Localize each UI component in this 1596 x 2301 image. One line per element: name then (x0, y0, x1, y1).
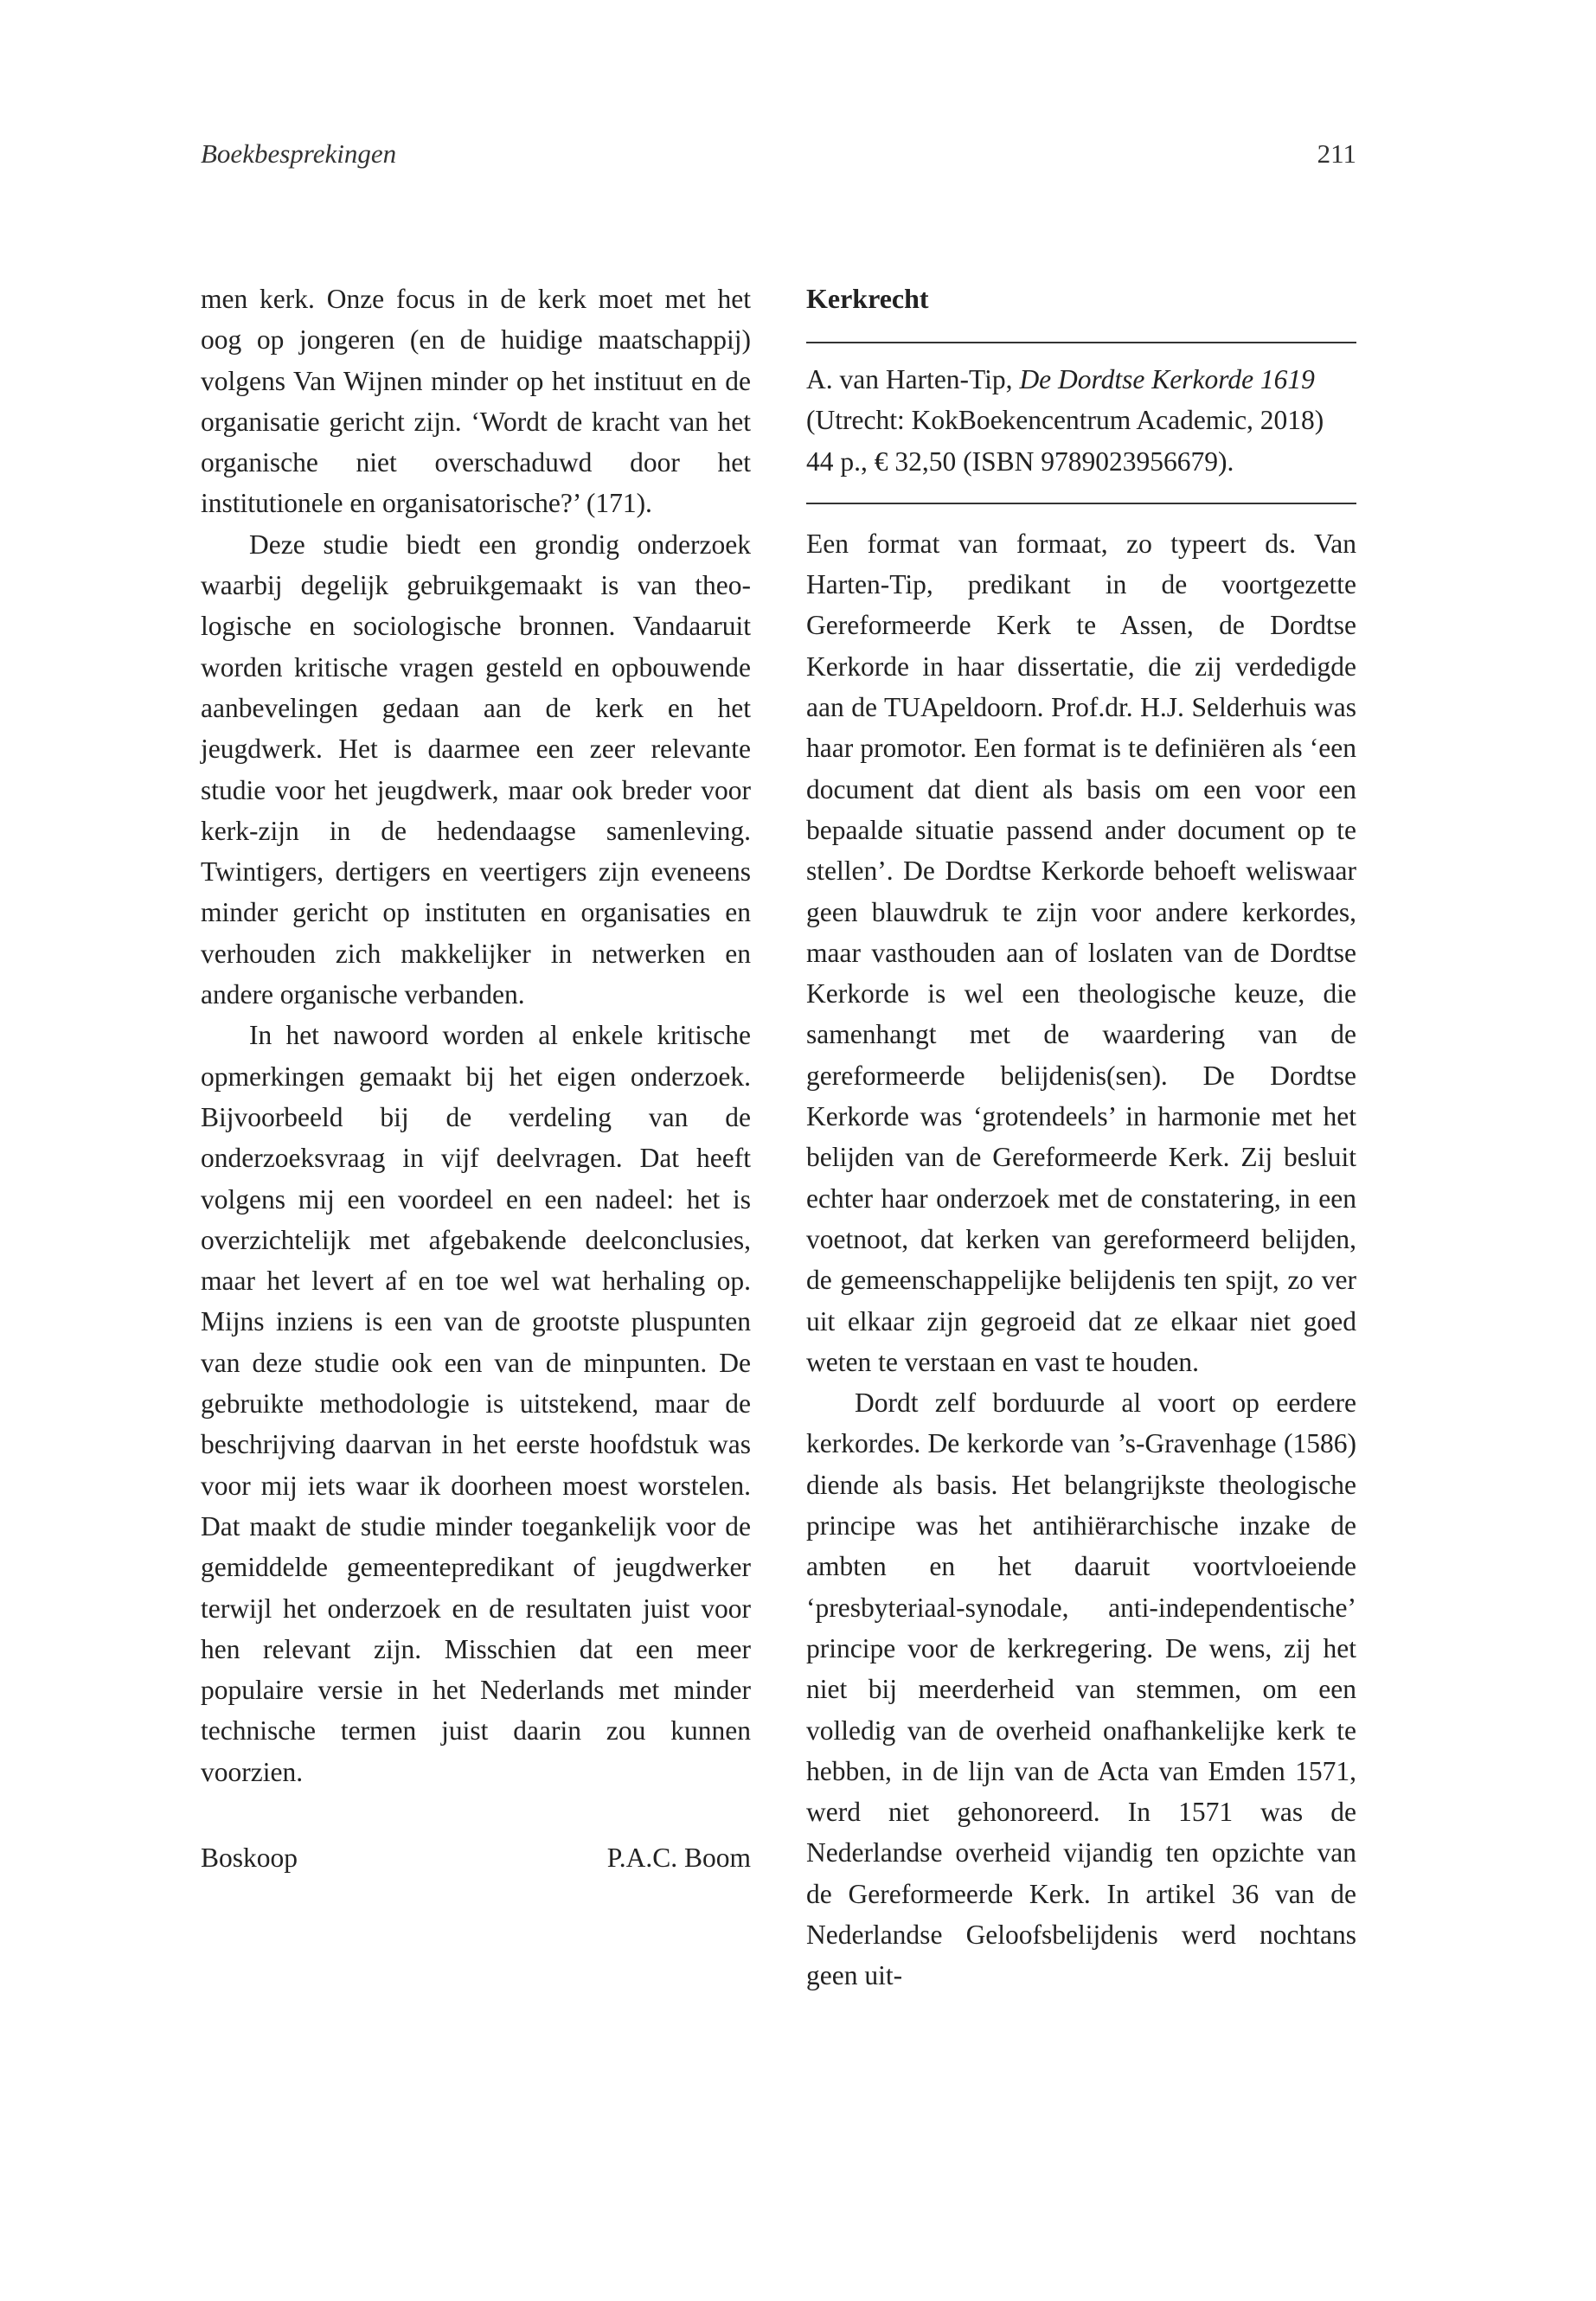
signature-author: P.A.C. Boom (606, 1842, 751, 1873)
divider-top (806, 342, 1356, 343)
review-body (806, 523, 1356, 1997)
book-citation (806, 359, 1356, 482)
paragraph: In het nawoord worden al enkele kritische opmerkingen gemaakt bij het eigen onderzoek. Bijvoorbeeld bij de verdeling van de onderzoeksvraag in vijf deelvragen. Dat heeft volgens mij een voordeel en een nadeel: het is overzichtelijk met afgebakende deelconclusies, maar het levert af en toe wel wat herhaling op. Mijns inziens is een van de grootste pluspunten van deze studie ook een van de minpunten. De gebruikte methodologie is uitstekend, maar de beschrijving daarvan in het eerste hoofdstuk was voor mij iets waar ik doorheen moest worstelen. Dat maakt de studie minder toegankelijk voor de gemiddelde gemeentepredikant of jeugdwerker terwijl het onderzoek en de resultaten juist voor hen relevant zijn. Misschien dat een meer populaire versie in het Nederlands met minder technische termen juist daarin zou kunnen voorzien. (201, 1020, 751, 1787)
signature-place: Boskoop (201, 1842, 298, 1873)
right-column (806, 279, 1356, 1997)
citation-author: A. van Harten-Tip, (806, 364, 1020, 394)
section-title: Kerkrecht (806, 283, 929, 314)
review-signature (201, 1837, 751, 1878)
page-number: 211 (1317, 138, 1356, 169)
paragraph: Deze studie biedt een grondig onderzoek waarbij degelijk gebruikgemaakt is van theologische en sociologische bronnen. Vandaaruit worden kritische vragen gesteld en opbouwende aanbevelingen gedaan aan de kerk en het jeugdwerk. Het is daarmee een zeer relevante studie voor het jeugdwerk, maar ook breder voor kerk-zijn in de hedendaagse samenleving. Twintigers, dertigers en veertigers zijn eveneens minder gericht op instituten en organisaties en verhouden zich makkelijker in netwerken en andere organische verbanden. (201, 529, 751, 1010)
divider-bottom (806, 503, 1356, 504)
paragraph: Dordt zelf borduurde al voort op eerdere kerkordes. De kerkorde van ’s-Gravenhage (1586) diende als basis. Het belangrijkste theologische principe was het antihiërarchische inzake de ambten en het daaruit voortvloeiende ‘presbyteriaal-synodale, anti-independentische’ principe voor de kerkregering. De wens, zij het niet bij meerderheid van stemmen, om een volledig van de overheid onafhankelijke kerk te hebben, in de lijn van de Acta van Emden 1571, werd niet gehonoreerd. In 1571 was de Nederlandse overheid vijandig ten opzichte van de Gereformeerde Kerk. In artikel 36 van de Nederlandse Geloofsbelijdenis werd nochtans geen uit- (806, 1388, 1356, 1991)
left-column (201, 279, 751, 1878)
citation-details: (Utrecht: KokBoekencentrum Academic, 2018) 44 p., € 32,50 (ISBN 9789023956679). (806, 405, 1324, 477)
running-head: Boekbesprekingen (201, 138, 397, 169)
paragraph: men kerk. Onze focus in de kerk moet met het oog op jongeren (en de huidige maatschappij) volgens Van Wijnen minder op het instituut en de organisatie gericht zijn. ‘Wordt de kracht van het organische niet overschaduwd door het institutionele en organisatorische?’ (171). (201, 284, 751, 519)
paragraph: Een format van formaat, zo typeert ds. Van Harten-Tip, predikant in de voortgezette Gereformeerde Kerk te Assen, de Dordtse Kerkorde in haar dissertatie, die zij verdedigde aan de TUApeldoorn. Prof.dr. H.J. Selderhuis was haar promotor. Een format is te definiëren als ‘een document dat dient als basis om een voor een bepaalde situatie passend ander document op te stellen’. De Dordtse Kerkorde behoeft weliswaar geen blauwdruk te zijn voor andere kerkordes, maar vasthouden aan of loslaten van de Dordtse Kerkorde is wel een theologische keuze, die samenhangt met de waardering van de gereformeerde belijdenis(sen). De Dordtse Kerkorde was ‘grotendeels’ in harmonie met het belijden van de Gereformeerde Kerk. Zij besluit echter haar onderzoek met de constatering, in een voetnoot, dat kerken van gereformeerd belijden, de gemeenschappelijke belijdenis ten spijt, zo ver uit elkaar zijn gegroeid dat ze elkaar niet goed weten te verstaan en vast te houden. (806, 528, 1356, 1377)
citation-title: De Dordtse Kerkorde 1619 (1019, 364, 1315, 394)
